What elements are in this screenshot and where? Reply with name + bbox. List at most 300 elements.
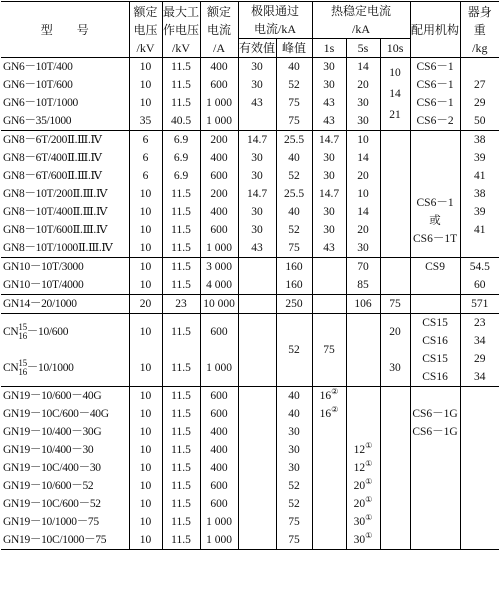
cell-rms	[238, 295, 276, 314]
cell-mechanism	[410, 495, 460, 513]
cell-model: GN6－35/1000	[1, 112, 129, 131]
cell-max-voltage: 11.5	[162, 185, 200, 203]
cell-voltage: 10	[129, 405, 162, 423]
cell-max-voltage: 11.5	[162, 405, 200, 423]
cell-10s-group	[380, 58, 410, 131]
cell-current: 1 000	[200, 94, 238, 112]
header-limit-current-l2: 电流/kA	[254, 22, 297, 36]
cell-model: GN19－10/400－30	[1, 441, 129, 459]
cell-max-voltage: 11.5	[162, 221, 200, 239]
header-peak: 峰值	[276, 39, 312, 58]
cell-peak: 160	[276, 258, 312, 277]
table-row	[1, 94, 499, 112]
cn-sub: 16	[18, 367, 27, 378]
cell-weight: 60	[460, 276, 499, 295]
cell-mechanism: CS6－1	[410, 76, 460, 94]
cn-suffix: －10/1000	[26, 361, 74, 374]
cell-10s: 10	[389, 66, 401, 79]
cell-rms: 30	[238, 203, 276, 221]
cell-max-voltage: 11.5	[162, 276, 200, 295]
cell-voltage: 6	[129, 167, 162, 185]
cell-mechanism	[410, 276, 460, 295]
cell-voltage: 10	[129, 185, 162, 203]
header-weight-l1: 器身	[467, 4, 492, 19]
cell-5s: 20	[346, 221, 380, 239]
cell-mechanism: CS6－1	[410, 94, 460, 112]
cell-mechanism-group	[410, 131, 460, 258]
cell-mechanism: CS6－1	[416, 197, 454, 209]
cell-peak: 40	[276, 405, 312, 423]
cell-voltage: 10	[129, 531, 162, 550]
cell-voltage: 35	[129, 112, 162, 131]
cell-weight: 29	[474, 353, 486, 365]
cell-weight	[460, 58, 499, 77]
cell-current: 4 000	[200, 276, 238, 295]
cell-peak: 75	[276, 531, 312, 550]
cn-sub: 16	[18, 331, 27, 342]
cell-1s: 30	[312, 221, 346, 239]
cell-max-voltage: 11.5	[162, 441, 200, 459]
cell-10s	[380, 258, 410, 295]
header-rated-voltage-l1: 额定	[133, 4, 158, 19]
cell-voltage: 10	[129, 350, 162, 387]
cell-weight: 27	[474, 79, 486, 91]
table-row	[1, 258, 499, 277]
cell-current: 400	[200, 58, 238, 77]
cell-model: GN8－10T/600Ⅱ.Ⅲ.Ⅳ	[1, 221, 129, 239]
cell-10s: 14	[389, 87, 401, 100]
table-row	[1, 76, 499, 94]
cell-1s: 16②	[312, 387, 346, 406]
cell-weight: 29	[474, 97, 486, 109]
cell-weight: 54.5	[469, 261, 490, 273]
cell-5s: 20①	[346, 495, 380, 513]
cell-max-voltage: 11.5	[162, 258, 200, 277]
cell-weight	[460, 423, 499, 441]
cell-1s	[312, 477, 346, 495]
footnote-1: ①	[365, 531, 373, 541]
cell-10s: 20	[380, 314, 410, 351]
cell-model: GN19－10C/600－52	[1, 495, 129, 513]
cell-mechanism	[410, 441, 460, 459]
cell-current: 200	[200, 185, 238, 203]
cell-peak: 52	[276, 314, 312, 387]
cell-peak: 30	[276, 441, 312, 459]
cell-peak: 30	[276, 459, 312, 477]
cell-current: 600	[200, 314, 238, 351]
cell-current: 1 000	[200, 350, 238, 387]
cell-weight	[460, 441, 499, 459]
cell-max-voltage: 11.5	[162, 58, 200, 77]
cell-max-voltage: 11.5	[162, 387, 200, 406]
cell-max-voltage: 11.5	[162, 350, 200, 387]
cell-5s: 20①	[346, 477, 380, 495]
cell-max-voltage: 11.5	[162, 513, 200, 531]
cell-weight	[460, 531, 499, 550]
cell-voltage: 10	[129, 94, 162, 112]
header-row-1	[1, 2, 499, 39]
cell-current: 3 000	[200, 258, 238, 277]
cell-model: GN19－10C/400－30	[1, 459, 129, 477]
cell-max-voltage: 11.5	[162, 239, 200, 258]
cell-mechanism	[410, 387, 460, 406]
table-row	[1, 112, 499, 131]
cell-max-voltage: 6.9	[162, 167, 200, 185]
cell-model: GN19－10C/1000－75	[1, 531, 129, 550]
cell-rms: 14.7	[238, 185, 276, 203]
cell-peak: 40	[276, 387, 312, 406]
cell-weight	[460, 239, 499, 258]
cell-10s: 75	[380, 295, 410, 314]
cell-5s: 30	[346, 239, 380, 258]
cell-weight	[460, 405, 499, 423]
cell-model: GN8－10T/200Ⅱ.Ⅲ.Ⅳ	[1, 185, 129, 203]
cell-1s	[312, 495, 346, 513]
cell-peak: 25.5	[276, 185, 312, 203]
header-rated-current	[200, 2, 238, 58]
cell-1s: 30	[312, 58, 346, 77]
cell-weight: 39	[474, 206, 486, 218]
cell-5s: 20	[346, 76, 380, 94]
cell-peak: 40	[276, 58, 312, 77]
cell-mechanism: CS6－1T	[413, 233, 458, 245]
cn-suffix: －10/600	[26, 325, 69, 338]
footnote-1: ①	[365, 477, 373, 487]
cell-model: GN8－10T/1000Ⅱ.Ⅲ.Ⅳ	[1, 239, 129, 258]
cell-1s: 30	[312, 149, 346, 167]
cell-1s	[312, 459, 346, 477]
cell-voltage: 10	[129, 276, 162, 295]
cell-voltage: 10	[129, 387, 162, 406]
table-row	[1, 58, 499, 77]
cell-1s	[312, 441, 346, 459]
cell-5s: 106	[346, 295, 380, 314]
cell-5s: 30	[346, 112, 380, 131]
cell-voltage: 20	[129, 295, 162, 314]
cell-current: 200	[200, 131, 238, 150]
cell-rms: 30	[238, 221, 276, 239]
cell-voltage: 10	[129, 441, 162, 459]
table-row	[1, 314, 499, 333]
cell-10s: 21	[389, 108, 401, 121]
cell-1s: 75	[312, 314, 346, 387]
cell-model: GN19－10/600－52	[1, 477, 129, 495]
cell-5s	[346, 405, 380, 423]
footnote-2: ②	[331, 405, 339, 415]
cell-1s	[312, 423, 346, 441]
cell-model: GN8－10T/400Ⅱ.Ⅲ.Ⅳ	[1, 203, 129, 221]
cell-weight	[460, 513, 499, 531]
cell-1s: 14.7	[312, 185, 346, 203]
disconnector-spec-table	[1, 1, 499, 550]
cell-peak: 40	[276, 149, 312, 167]
cell-weight: 38	[474, 188, 486, 200]
header-rated-current-l1: 额定	[206, 4, 231, 19]
cell-weight: 34	[460, 368, 499, 387]
cell-weight: 41	[474, 170, 486, 182]
cell-10s	[380, 387, 410, 550]
cell-voltage: 10	[129, 423, 162, 441]
header-rms: 有效值	[238, 39, 276, 58]
cell-mechanism: CS6－2	[410, 112, 460, 131]
cell-model	[1, 350, 129, 387]
cell-peak: 75	[276, 94, 312, 112]
cell-weight	[460, 495, 499, 513]
cell-5s: 30①	[346, 513, 380, 531]
cell-1s: 43	[312, 239, 346, 258]
cell-current: 600	[200, 495, 238, 513]
cell-current: 1 000	[200, 112, 238, 131]
cell-model: GN8－6T/400Ⅱ.Ⅲ.Ⅳ	[1, 149, 129, 167]
cell-voltage: 10	[129, 513, 162, 531]
cell-mechanism	[410, 459, 460, 477]
cell-model: GN10－10T/4000	[1, 276, 129, 295]
cell-5s	[346, 387, 380, 406]
table-row	[1, 295, 499, 314]
cell-current: 400	[200, 459, 238, 477]
cell-peak: 52	[276, 76, 312, 94]
header-max-voltage	[162, 2, 200, 58]
cell-weight: 571	[460, 295, 499, 314]
cell-current: 400	[200, 423, 238, 441]
header-rated-voltage-l2: 电压	[133, 22, 158, 37]
cn-prefix: CN	[3, 361, 19, 374]
cell-5s: 20	[346, 167, 380, 185]
cell-max-voltage: 11.5	[162, 423, 200, 441]
cell-current: 600	[200, 477, 238, 495]
cell-mechanism	[410, 477, 460, 495]
cell-model: GN6－10T/400	[1, 58, 129, 77]
cell-current: 600	[200, 387, 238, 406]
cell-peak: 160	[276, 276, 312, 295]
footnote-1: ①	[365, 441, 373, 451]
cell-1s: 30	[312, 203, 346, 221]
header-weight-l2: 重	[473, 22, 486, 37]
table-row	[1, 387, 499, 406]
cell-weight	[460, 387, 499, 406]
cell-weight: 38	[474, 134, 486, 146]
cell-voltage: 6	[129, 131, 162, 150]
cell-5s: 14	[346, 58, 380, 77]
cell-current: 400	[200, 441, 238, 459]
cell-max-voltage: 11.5	[162, 477, 200, 495]
cell-peak: 52	[276, 221, 312, 239]
cell-5s: 12①	[346, 441, 380, 459]
cell-max-voltage: 11.5	[162, 76, 200, 94]
cell-voltage: 10	[129, 76, 162, 94]
cell-rms: 43	[238, 239, 276, 258]
cell-mechanism: CS15	[410, 350, 460, 368]
cell-mechanism: CS6－1G	[410, 423, 460, 441]
cell-1s	[312, 258, 346, 295]
cell-model: GN19－10/1000－75	[1, 513, 129, 531]
cell-mechanism: CS6－1	[410, 58, 460, 77]
cell-mechanism: CS6－1G	[410, 405, 460, 423]
cell-weight	[460, 477, 499, 495]
cell-5s: 14	[346, 149, 380, 167]
cell-current: 10 000	[200, 295, 238, 314]
cell-peak: 75	[276, 513, 312, 531]
cell-current: 1 000	[200, 513, 238, 531]
header-limit-current	[238, 2, 312, 39]
cell-model: GN6－10T/1000	[1, 94, 129, 112]
header-max-voltage-l1: 最大工	[162, 4, 199, 19]
cell-5s	[346, 314, 380, 387]
header-max-voltage-l2: 作电压	[162, 22, 199, 37]
cell-1s: 30	[312, 76, 346, 94]
cell-mechanism: CS16	[410, 368, 460, 387]
cn-prefix: CN	[3, 325, 19, 338]
cell-1s	[312, 295, 346, 314]
cell-voltage: 10	[129, 477, 162, 495]
cell-5s: 10	[346, 131, 380, 150]
cell-voltage: 10	[129, 459, 162, 477]
cell-weight	[460, 459, 499, 477]
cell-model: GN8－6T/600Ⅱ.Ⅲ.Ⅳ	[1, 167, 129, 185]
cell-voltage: 10	[129, 314, 162, 351]
cell-max-voltage: 11.5	[162, 495, 200, 513]
cell-max-voltage: 6.9	[162, 131, 200, 150]
cell-rms: 43	[238, 94, 276, 112]
cell-weight: 23	[474, 317, 486, 329]
cell-rms	[238, 387, 276, 550]
header-max-voltage-l3: /kV	[172, 40, 190, 55]
cell-1s: 30	[312, 167, 346, 185]
header-10s: 10s	[380, 39, 410, 58]
header-thermal-l1: 热稳定电流	[331, 4, 392, 18]
cell-model: GN19－10/400－30G	[1, 423, 129, 441]
cell-max-voltage: 6.9	[162, 149, 200, 167]
cell-voltage: 10	[129, 58, 162, 77]
cell-5s: 12①	[346, 459, 380, 477]
cell-current: 600	[200, 167, 238, 185]
cell-peak: 75	[276, 112, 312, 131]
header-rated-current-l3: /A	[213, 40, 225, 55]
cell-1s: 43	[312, 112, 346, 131]
cell-5s: 10	[346, 185, 380, 203]
cell-voltage: 6	[129, 149, 162, 167]
header-rated-current-l2: 电流	[206, 22, 231, 37]
cell-current: 600	[200, 76, 238, 94]
cell-peak: 30	[276, 423, 312, 441]
cell-max-voltage: 11.5	[162, 314, 200, 351]
cell-5s: 85	[346, 276, 380, 295]
cell-5s: 70	[346, 258, 380, 277]
cell-weight: 41	[474, 224, 486, 236]
cell-voltage: 10	[129, 203, 162, 221]
cell-max-voltage: 40.5	[162, 112, 200, 131]
cell-max-voltage: 11.5	[162, 203, 200, 221]
cell-model: GN19－10/600－40G	[1, 387, 129, 406]
cell-peak: 52	[276, 167, 312, 185]
cell-5s: 30	[346, 94, 380, 112]
cn-sup: 15	[18, 322, 27, 333]
cell-current: 400	[200, 203, 238, 221]
header-weight	[460, 2, 499, 58]
header-model: 型 号	[1, 2, 129, 58]
cell-max-voltage: 11.5	[162, 94, 200, 112]
cell-rms: 14.7	[238, 131, 276, 150]
cell-current: 1 000	[200, 531, 238, 550]
cell-rms	[238, 112, 276, 131]
cell-max-voltage: 23	[162, 295, 200, 314]
cell-model: GN19－10C/600－40G	[1, 405, 129, 423]
footnote-1: ①	[365, 459, 373, 469]
header-limit-current-l1: 极限通过	[251, 4, 300, 18]
cell-5s: 14	[346, 203, 380, 221]
cell-max-voltage: 11.5	[162, 531, 200, 550]
header-5s: 5s	[346, 39, 380, 58]
cell-mechanism: 或	[429, 215, 441, 227]
cell-1s	[312, 513, 346, 531]
cell-voltage: 10	[129, 239, 162, 258]
footnote-2: ②	[331, 387, 339, 397]
cell-peak: 52	[276, 495, 312, 513]
cell-rms	[238, 258, 276, 295]
cell-10s: 30	[380, 350, 410, 387]
cell-peak: 25.5	[276, 131, 312, 150]
cell-mechanism: CS9	[410, 258, 460, 277]
cell-model: GN10－10T/3000	[1, 258, 129, 277]
header-thermal-l2: /kA	[352, 22, 371, 36]
cell-rms	[238, 314, 276, 387]
cell-max-voltage: 11.5	[162, 459, 200, 477]
cell-mechanism	[410, 513, 460, 531]
cell-rms: 30	[238, 76, 276, 94]
cell-5s: 30①	[346, 531, 380, 550]
header-weight-l3: /kg	[472, 40, 488, 55]
header-thermal	[312, 2, 410, 39]
cell-model: GN14－20/1000	[1, 295, 129, 314]
cell-voltage: 10	[129, 258, 162, 277]
cell-model: GN8－6T/200Ⅱ.Ⅲ.Ⅳ	[1, 131, 129, 150]
cell-mechanism	[410, 531, 460, 550]
cell-current: 400	[200, 149, 238, 167]
header-mechanism: 配用机构	[410, 2, 460, 58]
cell-current: 600	[200, 405, 238, 423]
cell-peak: 40	[276, 203, 312, 221]
header-rated-voltage	[129, 2, 162, 58]
cell-1s	[312, 531, 346, 550]
footnote-1: ①	[365, 513, 373, 523]
cell-current: 600	[200, 221, 238, 239]
cell-mechanism: CS15	[410, 314, 460, 333]
cell-1s: 16②	[312, 405, 346, 423]
cell-current: 1 000	[200, 239, 238, 258]
cell-weight: 39	[474, 152, 486, 164]
cell-weight: 34	[474, 335, 486, 347]
cell-peak: 75	[276, 239, 312, 258]
cell-peak: 52	[276, 477, 312, 495]
cell-1s: 14.7	[312, 131, 346, 150]
cell-model: GN6－10T/600	[1, 76, 129, 94]
cell-mechanism: CS16	[410, 332, 460, 350]
cell-model	[1, 314, 129, 351]
cell-5s	[346, 423, 380, 441]
cell-voltage: 10	[129, 221, 162, 239]
table-row	[1, 131, 499, 150]
cell-1s: 43	[312, 94, 346, 112]
cell-rms: 30	[238, 167, 276, 185]
cell-mechanism	[410, 295, 460, 314]
cell-rms: 30	[238, 149, 276, 167]
cell-peak: 250	[276, 295, 312, 314]
header-1s: 1s	[312, 39, 346, 58]
header-rated-voltage-l3: /kV	[136, 40, 155, 55]
cell-10s-empty	[380, 131, 410, 258]
cell-voltage: 10	[129, 495, 162, 513]
cell-weight: 50	[460, 112, 499, 131]
